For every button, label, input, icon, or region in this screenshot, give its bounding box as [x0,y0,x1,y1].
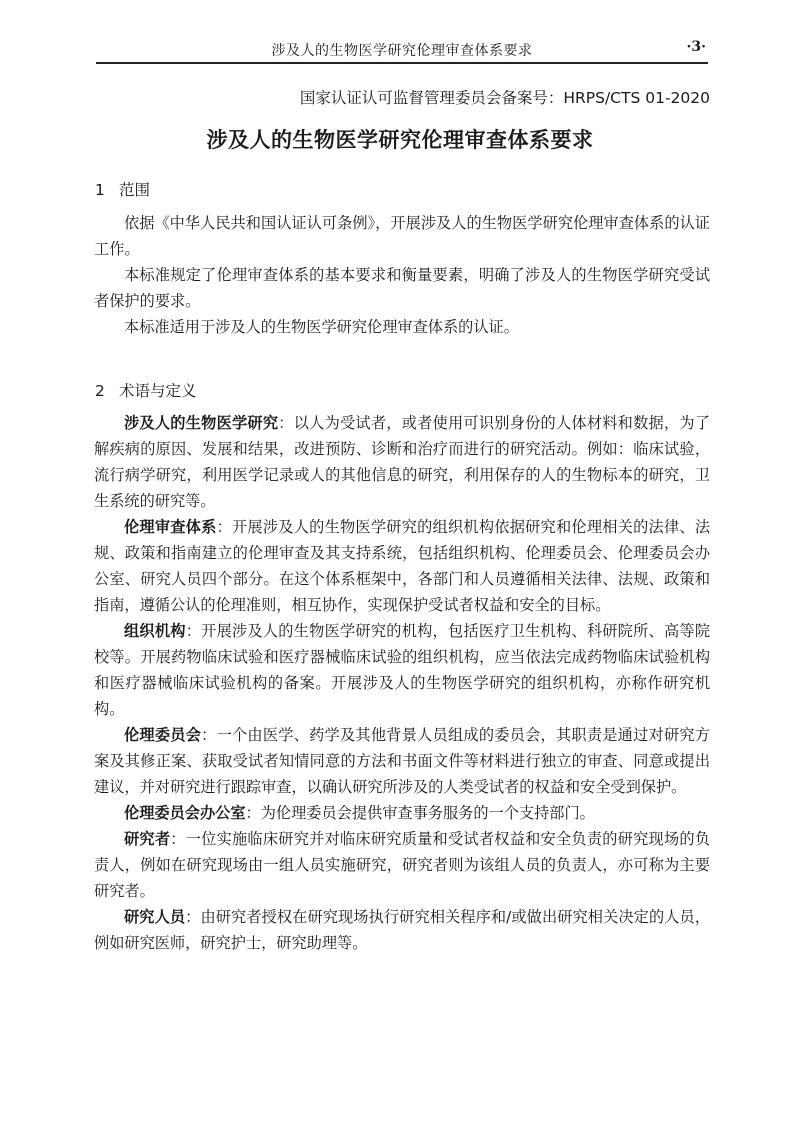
section-body-scope [94,210,710,340]
section-title: 术语与定义 [119,382,197,400]
term-text: ：由研究者授权在研究现场执行研究相关程序和/或做出研究相关决定的人员，例如研究医师，研究护士，研究助理等。 [94,908,711,952]
term-definition [94,514,710,618]
document-title: 涉及人的生物医学研究伦理审查体系要求 [206,128,594,152]
term-definition [94,618,710,722]
term-text: ：一位实施临床研究并对临床研究质量和受试者权益和安全负责的研究现场的负责人，例如在研究现场由一组人员实施研究，研究者则为该组人员的负责人，亦可称为主要研究者。 [94,830,711,900]
term-text: ：为伦理委员会提供审查事务服务的一个支持部门。 [245,804,595,822]
term-name: 研究人员 [124,908,186,926]
section-heading-terms [95,379,197,401]
paragraph: 本标准规定了伦理审查体系的基本要求和衡量要素，明确了涉及人的生物医学研究受试者保护的要求。 [94,266,710,310]
filing-number: 国家认证认可监督管理委员会备案号：HRPS/CTS 01-2020 [299,89,710,107]
section-title: 范围 [119,181,151,199]
term-definition [94,800,710,826]
paragraph: 本标准适用于涉及人的生物医学研究伦理审查体系的认证。 [124,318,519,336]
section-number: 1 [95,181,105,199]
term-name: 涉及人的生物医学研究 [124,414,279,432]
running-header [96,36,708,64]
section-body-terms [94,410,710,956]
term-text: ：开展涉及人的生物医学研究的组织机构依据研究和伦理相关的法律、法规、政策和指南建立的伦理审查及其支持系统，包括组织机构、伦理委员会、伦理委员会办公室、研究人员四个部分。在这个体系框架中，各部门和人员遵循相关法律、法规、政策和指南，遵循公认的伦理准则，相互协作，实现保护受试者权益和安全的目标。 [94,518,711,614]
term-text: ：一个由医学、药学及其他背景人员组成的委员会，其职责是通过对研究方案及其修正案、获取受试者知情同意的方法和书面文件等材料进行独立的审查、同意或提出建议，并对研究进行跟踪审查，以确认研究所涉及的人类受试者的权益和安全受到保护。 [94,726,711,796]
term-name: 伦理委员会办公室 [124,804,246,822]
term-name: 研究者 [124,830,171,848]
term-name: 组织机构 [124,622,186,640]
paragraph: 依据《中华人民共和国认证认可条例》，开展涉及人的生物医学研究伦理审查体系的认证工作。 [94,214,710,258]
section-number: 2 [95,382,105,400]
term-text: ：以人为受试者，或者使用可识别身份的人体材料和数据，为了解疾病的原因、发展和结果，改进预防、诊断和治疗而进行的研究活动。例如：临床试验，流行病学研究，利用医学记录或人的其他信息的研究，利用保存的人的生物标本的研究，卫生系统的研究等。 [94,414,711,510]
term-definition [94,904,710,956]
term-name: 伦理委员会 [124,726,202,744]
section-heading-scope [95,178,150,200]
page-number: ·3· [686,39,706,55]
running-header-title: 涉及人的生物医学研究伦理审查体系要求 [271,43,533,59]
term-definition [94,410,710,514]
term-definition [94,722,710,800]
term-text: ：开展涉及人的生物医学研究的机构，包括医疗卫生机构、科研院所、高等院校等。开展药物临床试验和医疗器械临床试验的组织机构，应当依法完成药物临床试验机构和医疗器械临床试验机构的备案。开展涉及人的生物医学研究的组织机构，亦称作研究机构。 [94,622,711,718]
term-definition [94,826,710,904]
term-name: 伦理审查体系 [124,518,217,536]
